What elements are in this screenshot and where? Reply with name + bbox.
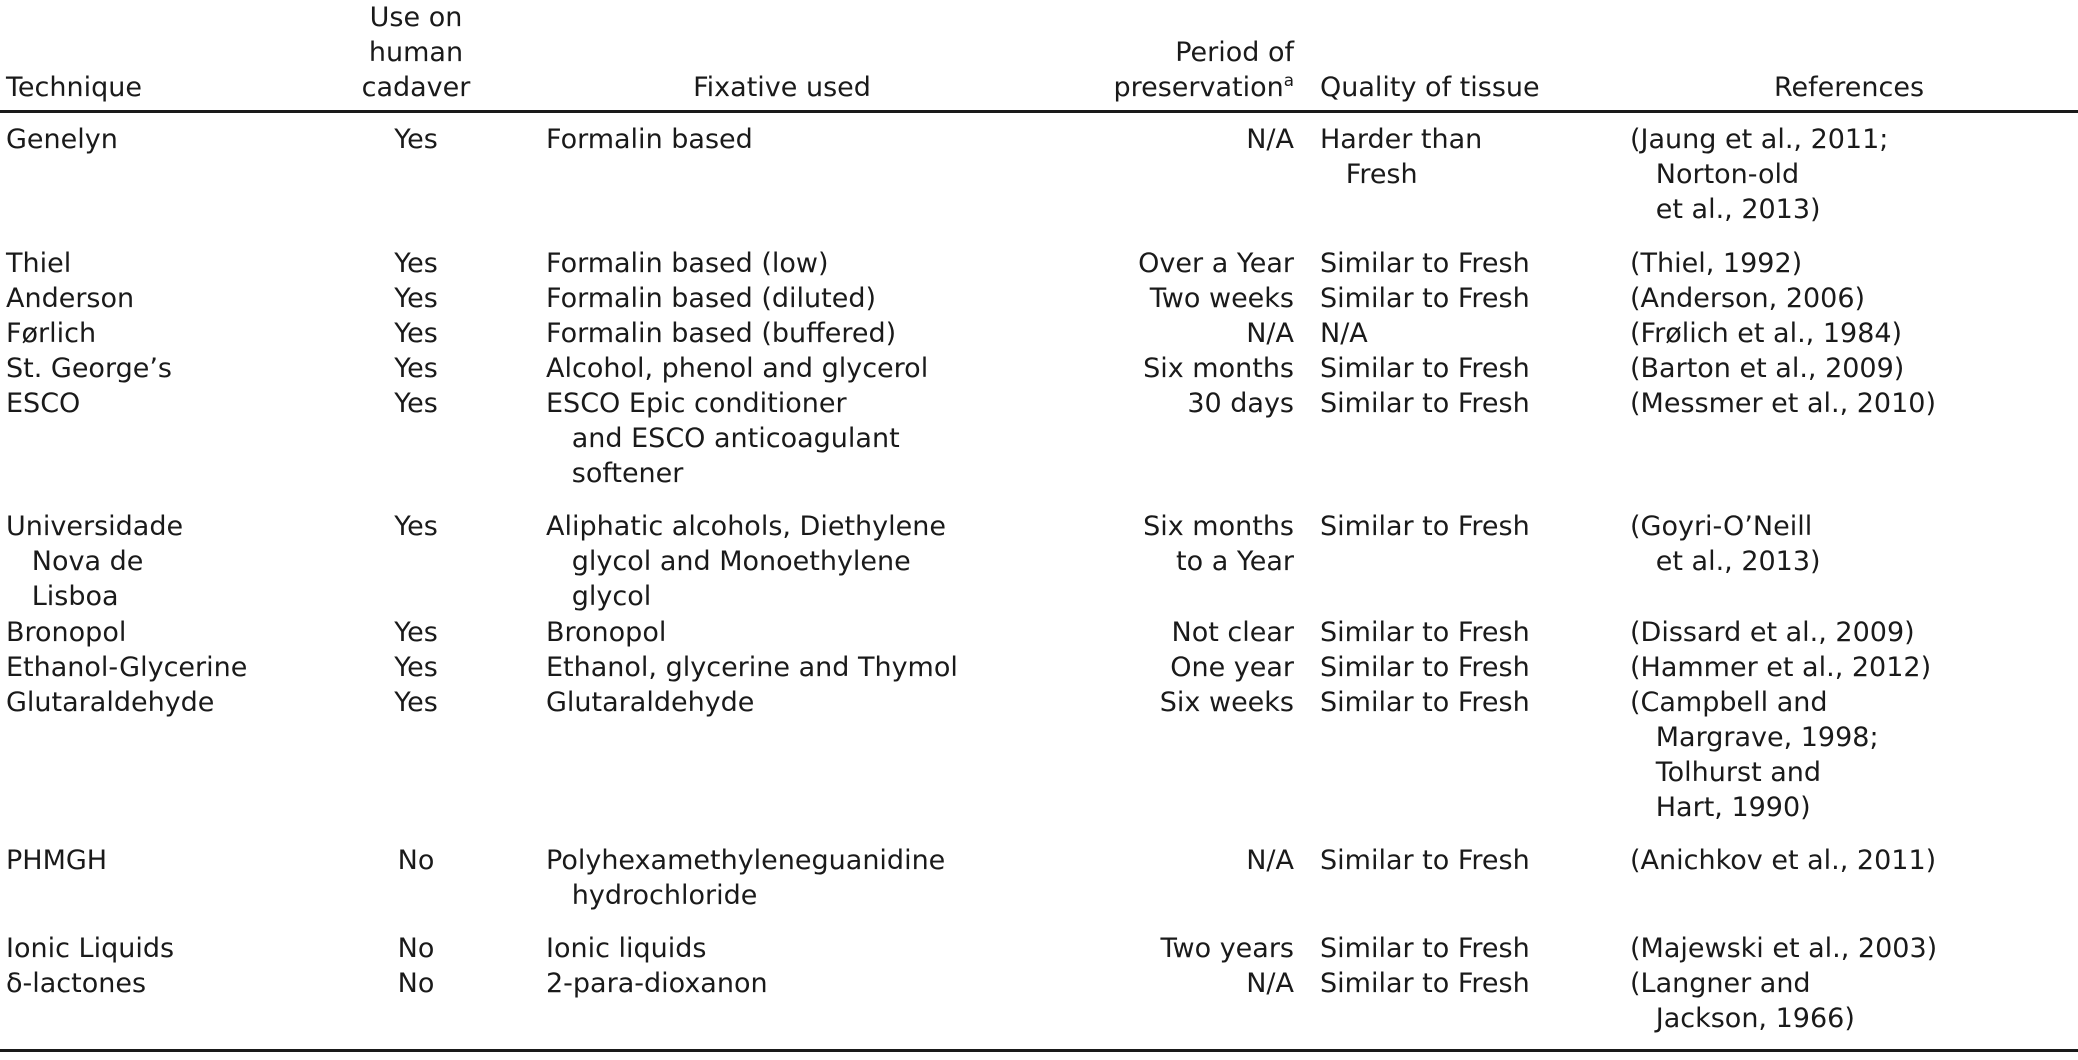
cell-line: Similar to Fresh: [1320, 616, 1530, 648]
cell-line: Lisboa: [6, 581, 119, 613]
cell-cadaver: No: [397, 845, 435, 877]
cell-line: Similar to Fresh: [1320, 933, 1530, 965]
row-spacer-cell: [0, 825, 2078, 843]
cell-fixative: [532, 316, 1032, 351]
cell-fixative: [532, 843, 1032, 913]
row-spacer: [0, 825, 2078, 843]
cell-fixative: [532, 509, 1032, 614]
cell-technique: [0, 386, 300, 491]
cell-technique: [0, 650, 300, 685]
cell-period: [1032, 246, 1302, 281]
footnote-marker: a: [1283, 70, 1294, 91]
cell-period: [1032, 615, 1302, 650]
cell-period: [1032, 843, 1302, 913]
cell-period: [1032, 351, 1302, 386]
cell-line: (Goyri-O’Neill: [1630, 511, 1813, 543]
cell-technique: [0, 966, 300, 1036]
cell-line: Norton-old: [1630, 159, 1800, 191]
cell-line: N/A: [1246, 317, 1294, 349]
cell-line: Similar to Fresh: [1320, 968, 1530, 1000]
cell-references: [1620, 615, 2078, 650]
cell-technique: [0, 843, 300, 913]
cell-technique: [0, 615, 300, 650]
cell-line: Anderson: [6, 282, 135, 314]
table-row: [0, 112, 2078, 228]
cell-line: and ESCO anticoagulant: [546, 423, 900, 455]
cell-line: Six months: [1143, 352, 1294, 384]
table-row: [0, 685, 2078, 825]
header-row: [0, 0, 2078, 112]
row-spacer: [0, 491, 2078, 509]
cell-line: Bronopol: [6, 616, 127, 648]
cell-quality: [1302, 246, 1620, 281]
cell-line: (Majewski et al., 2003): [1630, 933, 1938, 965]
cell-line: (Hammer et al., 2012): [1630, 651, 1932, 683]
cell-references: [1620, 509, 2078, 614]
cell-fixative: [532, 351, 1032, 386]
cell-references: [1620, 316, 2078, 351]
cell-period: [1032, 316, 1302, 351]
cell-line: Ethanol, glycerine and Thymol: [546, 651, 958, 683]
cell-line: Harder than: [1320, 124, 1483, 156]
cell-quality: [1302, 966, 1620, 1036]
cell-line: Two years: [1160, 933, 1294, 965]
cell-line: Fresh: [1320, 159, 1418, 191]
cell-line: (Jaung et al., 2011;: [1630, 124, 1889, 156]
cell-technique: [0, 112, 300, 228]
cell-period: [1032, 112, 1302, 228]
cell-fixative: [532, 966, 1032, 1036]
cell-cadaver: Yes: [394, 124, 438, 156]
row-spacer-cell: [0, 228, 2078, 246]
row-spacer: [0, 228, 2078, 246]
cell-line: hydrochloride: [546, 880, 758, 912]
cell-period: [1032, 281, 1302, 316]
cell-fixative: [532, 931, 1032, 966]
cell-line: Formalin based (buffered): [546, 317, 897, 349]
cell-cadaver: Yes: [394, 511, 438, 543]
cell-line: et al., 2013): [1630, 194, 1821, 226]
cell-references: [1620, 685, 2078, 825]
cell-technique: [0, 351, 300, 386]
cell-cadaver: No: [397, 968, 435, 1000]
column-header-period: [1032, 0, 1302, 112]
row-spacer-cell: [0, 491, 2078, 509]
cell-line: glycol and Monoethylene: [546, 546, 911, 578]
column-header-line: cadaver: [361, 72, 471, 104]
cell-line: Ethanol-Glycerine: [6, 651, 248, 683]
table-row: [0, 281, 2078, 316]
row-spacer: [0, 913, 2078, 931]
cell-line: et al., 2013): [1630, 546, 1821, 578]
cell-line: Jackson, 1966): [1630, 1003, 1855, 1035]
cell-line: to a Year: [1176, 546, 1294, 578]
column-header-quality: [1302, 0, 1620, 112]
cell-technique: [0, 246, 300, 281]
table-row: [0, 931, 2078, 966]
cell-line: Genelyn: [6, 124, 118, 156]
column-header-line: Fixative used: [693, 72, 871, 104]
cell-cadaver: Yes: [394, 282, 438, 314]
column-header-line: Period of: [1175, 37, 1294, 69]
cell-line: Bronopol: [546, 616, 667, 648]
cell-line: Hart, 1990): [1630, 791, 1811, 823]
cell-line: One year: [1170, 651, 1294, 683]
table-header: [0, 0, 2078, 112]
cell-quality: [1302, 112, 1620, 228]
cell-line: Førlich: [6, 317, 97, 349]
cell-line: N/A: [1246, 968, 1294, 1000]
cell-period: [1032, 931, 1302, 966]
cell-references: [1620, 650, 2078, 685]
cell-line: Similar to Fresh: [1320, 387, 1530, 419]
table-row: [0, 650, 2078, 685]
table-row: [0, 843, 2078, 913]
cell-line: glycol: [546, 581, 652, 613]
cell-line: PHMGH: [6, 845, 108, 877]
cell-line: (Anderson, 2006): [1630, 282, 1866, 314]
cell-line: Similar to Fresh: [1320, 247, 1530, 279]
cell-line: δ-lactones: [6, 968, 147, 1000]
cell-line: Similar to Fresh: [1320, 651, 1530, 683]
cell-technique: [0, 685, 300, 825]
table-row: [0, 351, 2078, 386]
cell-period: [1032, 685, 1302, 825]
cell-fixative: [532, 615, 1032, 650]
cell-line: N/A: [1320, 317, 1368, 349]
cell-fixative: [532, 112, 1032, 228]
cell-line: Formalin based (low): [546, 247, 829, 279]
cell-line: Tolhurst and: [1630, 756, 1822, 788]
cell-references: [1620, 351, 2078, 386]
cell-cadaver: Yes: [394, 317, 438, 349]
table-bottom-rule: [0, 1049, 2078, 1052]
cell-fixative: [532, 650, 1032, 685]
cell-line: Six months: [1143, 511, 1294, 543]
cell-references: [1620, 112, 2078, 228]
cell-line: (Anichkov et al., 2011): [1630, 845, 1937, 877]
cell-quality: [1302, 843, 1620, 913]
cell-quality: [1302, 316, 1620, 351]
cell-quality: [1302, 685, 1620, 825]
column-header-references: [1620, 0, 2078, 112]
cell-line: Thiel: [6, 247, 72, 279]
cell-quality: [1302, 386, 1620, 491]
cell-line: Formalin based: [546, 124, 753, 156]
row-spacer-cell: [0, 913, 2078, 931]
column-header-fixative: [532, 0, 1032, 112]
cell-cadaver: Yes: [394, 247, 438, 279]
cell-references: [1620, 966, 2078, 1036]
cell-period: [1032, 509, 1302, 614]
cell-references: [1620, 386, 2078, 491]
column-header-line: preservation$^a$: [1113, 70, 1294, 104]
cell-line: Formalin based (diluted): [546, 282, 876, 314]
cell-quality: [1302, 351, 1620, 386]
column-header-line: human: [368, 37, 464, 69]
cell-line: Ionic liquids: [546, 933, 707, 965]
cell-period: [1032, 386, 1302, 491]
cell-technique: [0, 281, 300, 316]
cell-line: Alcohol, phenol and glycerol: [546, 352, 929, 384]
column-header-line: References: [1773, 72, 1925, 104]
table-row: [0, 386, 2078, 491]
cell-quality: [1302, 931, 1620, 966]
cell-line: Similar to Fresh: [1320, 845, 1530, 877]
cell-quality: [1302, 509, 1620, 614]
cell-line: Similar to Fresh: [1320, 282, 1530, 314]
table-row: [0, 246, 2078, 281]
cell-references: [1620, 931, 2078, 966]
cell-line: (Dissard et al., 2009): [1630, 616, 1915, 648]
cell-line: Similar to Fresh: [1320, 352, 1530, 384]
table-row: [0, 966, 2078, 1036]
column-header-line: Use on: [369, 2, 463, 33]
cell-technique: [0, 509, 300, 614]
cell-cadaver: No: [397, 933, 435, 965]
cell-cadaver: Yes: [394, 352, 438, 384]
cell-fixative: [532, 685, 1032, 825]
cell-line: Similar to Fresh: [1320, 511, 1530, 543]
cell-line: Glutaraldehyde: [546, 686, 755, 718]
cell-references: [1620, 281, 2078, 316]
cell-line: (Frølich et al., 1984): [1630, 317, 1903, 349]
table-row: [0, 615, 2078, 650]
column-header-line: Quality of tissue: [1320, 72, 1540, 104]
cell-line: 30 days: [1187, 387, 1294, 419]
cell-cadaver: Yes: [394, 651, 438, 683]
cell-line: (Barton et al., 2009): [1630, 352, 1905, 384]
cell-technique: [0, 316, 300, 351]
cell-line: (Campbell and: [1630, 686, 1828, 718]
column-header-cadaver: [300, 0, 532, 112]
cell-fixative: [532, 281, 1032, 316]
table-row: [0, 316, 2078, 351]
cell-line: N/A: [1246, 845, 1294, 877]
cell-line: St. George’s: [6, 352, 172, 384]
cell-quality: [1302, 281, 1620, 316]
table-row: [0, 509, 2078, 614]
cell-line: 2-para-dioxanon: [546, 968, 768, 1000]
cell-line: ESCO Epic conditioner: [546, 387, 847, 419]
cell-technique: [0, 931, 300, 966]
cell-line: Polyhexamethyleneguanidine: [546, 845, 946, 877]
cell-cadaver: Yes: [394, 616, 438, 648]
cell-line: Margrave, 1998;: [1630, 721, 1879, 753]
cell-quality: [1302, 615, 1620, 650]
cell-fixative: [532, 386, 1032, 491]
cell-line: Two weeks: [1149, 282, 1294, 314]
cell-line: ESCO: [6, 387, 81, 419]
cell-line: Six weeks: [1159, 686, 1294, 718]
cell-references: [1620, 246, 2078, 281]
cell-line: (Langner and: [1630, 968, 1811, 1000]
cell-line: (Thiel, 1992): [1630, 247, 1803, 279]
cell-fixative: [532, 246, 1032, 281]
cell-line: Universidade: [6, 511, 184, 543]
cell-line: N/A: [1246, 124, 1294, 156]
cell-line: softener: [546, 458, 684, 490]
cell-references: [1620, 843, 2078, 913]
column-header-line: Technique: [6, 72, 142, 104]
cell-line: Over a Year: [1138, 247, 1294, 279]
cell-line: Ionic Liquids: [6, 933, 175, 965]
cell-line: Not clear: [1171, 616, 1294, 648]
cell-period: [1032, 966, 1302, 1036]
cell-line: Similar to Fresh: [1320, 686, 1530, 718]
cell-line: Nova de: [6, 546, 144, 578]
cell-period: [1032, 650, 1302, 685]
column-header-technique: [0, 0, 300, 112]
table-body: [0, 112, 2078, 1037]
cell-line: (Messmer et al., 2010): [1630, 387, 1936, 419]
cell-cadaver: Yes: [394, 686, 438, 718]
cell-cadaver: Yes: [394, 387, 438, 419]
cell-quality: [1302, 650, 1620, 685]
cell-line: Glutaraldehyde: [6, 686, 215, 718]
cell-line: Aliphatic alcohols, Diethylene: [546, 511, 946, 543]
